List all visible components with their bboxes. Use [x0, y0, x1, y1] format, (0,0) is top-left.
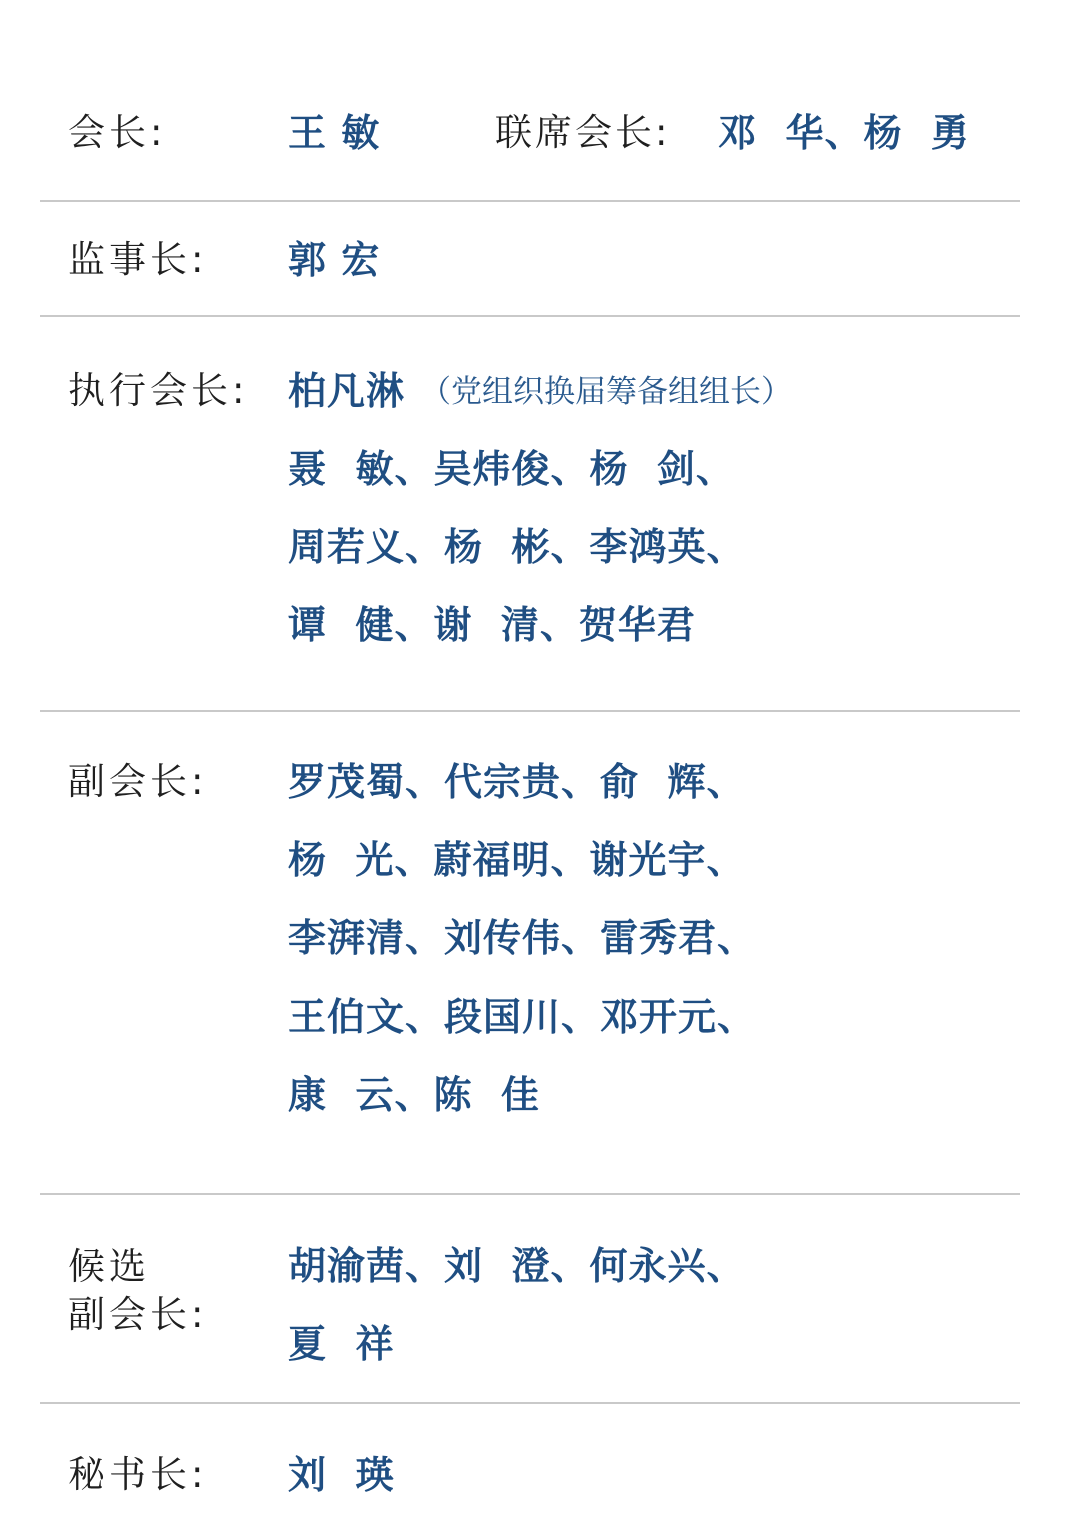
secretary-general-label: 秘书长: [68, 1453, 208, 1496]
joint-president-label: 联席会长: [495, 111, 671, 154]
joint-president-names: 邓 华、杨 勇 [718, 111, 970, 155]
divider [40, 315, 1020, 317]
divider [40, 1193, 1020, 1195]
divider [40, 200, 1020, 202]
candidate-vice-president-line: 夏 祥 [288, 1322, 395, 1366]
executive-president-label: 执行会长: [68, 369, 249, 412]
vice-president-line: 杨 光、蔚福明、谢光宇、 [288, 838, 746, 882]
secretary-general-name: 刘 瑛 [288, 1453, 395, 1497]
president-name: 王 敏 [288, 111, 381, 155]
vice-president-line: 罗茂蜀、代宗贵、俞 辉、 [288, 760, 746, 804]
vice-president-line: 康 云、陈 佳 [288, 1073, 540, 1117]
divider [40, 710, 1020, 712]
vice-president-label: 副会长: [68, 760, 208, 803]
candidate-vice-president-label-line2: 副会长: [68, 1293, 208, 1336]
vice-president-line: 李湃清、刘传伟、雷秀君、 [288, 916, 757, 960]
supervisor-chief-name: 郭 宏 [288, 238, 381, 282]
executive-president-line: 周若义、杨 彬、李鸿英、 [288, 525, 746, 569]
divider [40, 1402, 1020, 1404]
executive-president-lead-note: （党组织换届筹备组组长） [420, 374, 792, 410]
executive-president-line: 聂 敏、吴炜俊、杨 剑、 [288, 447, 735, 491]
president-label: 会长: [68, 111, 167, 154]
supervisor-chief-label: 监事长: [68, 238, 208, 281]
candidate-vice-president-label-line1: 候选 [68, 1245, 150, 1288]
executive-president-line: 谭 健、谢 清、贺华君 [288, 603, 696, 647]
executive-president-lead-name: 柏凡淋 [288, 369, 406, 413]
vice-president-line: 王伯文、段国川、邓开元、 [288, 995, 757, 1039]
candidate-vice-president-line: 胡渝茜、刘 澄、何永兴、 [288, 1244, 746, 1288]
